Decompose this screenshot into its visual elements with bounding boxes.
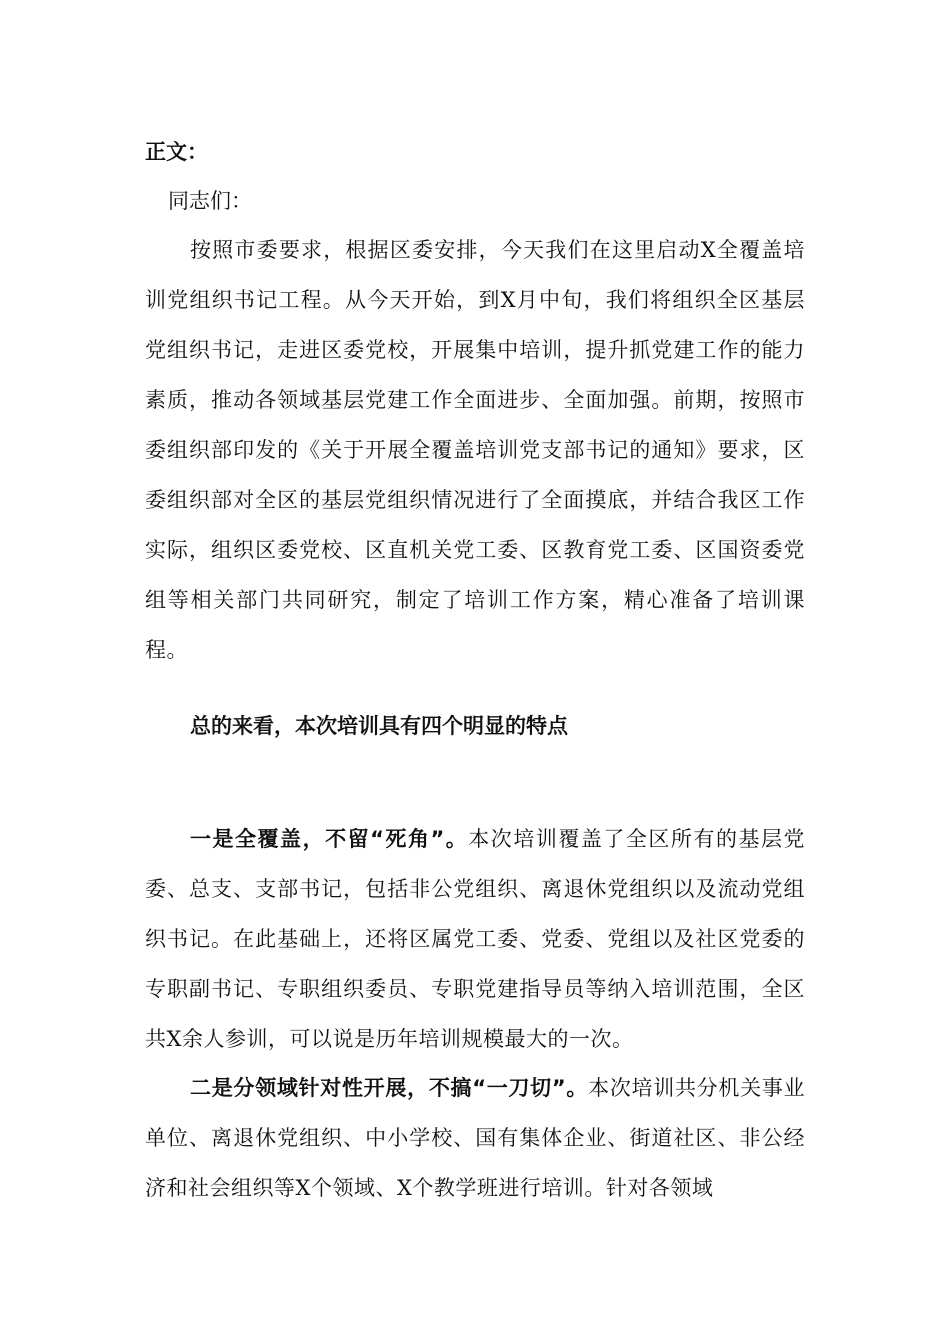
point-one-lead: 一是全覆盖，不留“死角”。	[190, 827, 469, 851]
point-two-text: 本次培训共分机关事业单位、离退休党组织、中小学校、国有集体企业、街道社区、非公经济和社会组织等X个领域、X个教学班进行培训。针对各领域	[145, 1076, 806, 1200]
point-two-paragraph	[145, 1063, 805, 1213]
point-one-paragraph	[145, 814, 805, 1064]
salutation: 同志们：	[168, 189, 252, 213]
point-two-lead: 二是分领域针对性开展，不搞“一刀切”。	[190, 1076, 589, 1100]
point-one-text: 本次培训覆盖了全区所有的基层党委、总支、支部书记，包括非公党组织、离退休党组织以及流动党组织书记。在此基础上，还将区属党工委、党委、党组以及社区党委的专职副书记、专职组织委员、专职党建指导员等纳入培训范围，全区共X余人参训，可以说是历年培训规模最大的一次。	[145, 827, 805, 1051]
intro-paragraph: 按照市委要求，根据区委安排，今天我们在这里启动X全覆盖培训党组织书记工程。从今天开始，到X月中旬，我们将组织全区基层党组织书记，走进区委党校，开展集中培训，提升抓党建工作的能力素质，推动各领域基层党建工作全面进步、全面加强。前期，按照市委组织部印发的《关于开展全覆盖培训党支部书记的通知》要求，区委组织部对全区的基层党组织情况进行了全面摸底，并结合我区工作实际，组织区委党校、区直机关党工委、区教育党工委、区国资委党组等相关部门共同研究，制定了培训工作方案，精心准备了培训课程。	[145, 238, 805, 662]
body-label: 正文：	[145, 140, 208, 164]
section-title: 总的来看，本次培训具有四个明显的特点	[190, 714, 568, 738]
